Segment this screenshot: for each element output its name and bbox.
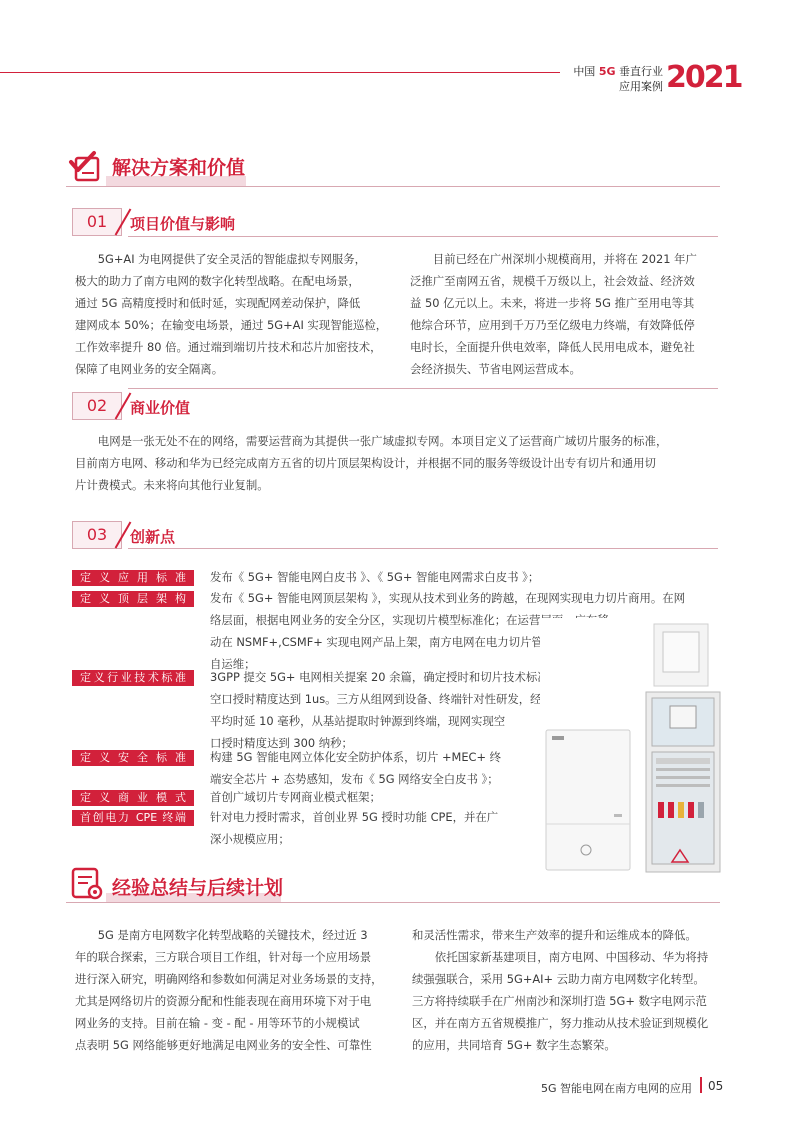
text-line: 依托国家新基建项目，南方电网、中国移动、华为将持 xyxy=(434,950,709,964)
text-line: 三方将持续联手在广州南沙和深圳打造 5G+ 数字电网示范 xyxy=(412,994,707,1008)
innovation-tag: 定义安全标准 xyxy=(72,750,194,766)
text-line: 续强强联合，采用 5G+AI+ 云助力南方电网数字化转型。 xyxy=(412,972,705,986)
innovation-tag: 定义商业模式 xyxy=(72,790,194,806)
text-line: 点表明 5G 网络能够更好地满足电网业务的安全性、可靠性 xyxy=(75,1038,372,1052)
text-line: 建网成本 50%；在输变电场景，通过 5G+AI 实现智能巡检， xyxy=(75,318,388,332)
subsection-number: 03 xyxy=(72,521,122,549)
header-5g: 5G xyxy=(598,65,616,78)
innovation-tag: 定义顶层架构 xyxy=(72,591,194,607)
subsection-rule xyxy=(128,388,718,389)
header-year-logo xyxy=(666,60,742,95)
text-line: 会经济损失、节省电网运营成本。 xyxy=(410,362,581,376)
section-title: 解决方案和价值 xyxy=(112,157,246,179)
impact-right-column xyxy=(410,248,722,380)
text-line: 网业务的支持。目前在输 - 变 - 配 - 用等环节的小规模试 xyxy=(75,1016,360,1030)
text-line: 电时长，全面提升供电效率，降低人民用电成本，避免社 xyxy=(410,340,695,354)
text-line: 的应用，共同培育 5G+ 数字生态繁荣。 xyxy=(412,1038,616,1052)
header-prefix: 中国 xyxy=(573,65,596,78)
text-line: 平均时延 10 毫秒，从基站提取时钟源到终端，现网实现空 xyxy=(210,714,506,728)
power-equipment-photo xyxy=(540,618,724,876)
header-suffix: 垂直行业 xyxy=(619,65,663,78)
innovation-desc xyxy=(210,746,540,790)
text-line: 络层面，根据电网业务的安全分区，实现切片模型标准化；在运营层面，广东移 xyxy=(210,613,609,627)
subsection-number: 02 xyxy=(72,392,122,420)
text-line: 工作效率提升 80 倍。通过端到端切片技术和芯片加密技术， xyxy=(75,340,382,354)
text-line: 保障了电网业务的安全隔离。 xyxy=(75,362,224,376)
innovation-desc xyxy=(210,566,720,588)
header-rule xyxy=(0,72,560,73)
summary-right-column xyxy=(412,924,724,1056)
text-line: 目前已经在广州深圳小规模商用，并将在 2021 年广 xyxy=(432,252,697,266)
innovation-tag: 定义行业技术标准 xyxy=(72,670,194,686)
subsection-number: 01 xyxy=(72,208,122,236)
section-title: 经验总结与后续计划 xyxy=(112,877,284,899)
text-line: 他综合环节，应用到千万乃至亿级电力终端，有效降低停 xyxy=(410,318,695,332)
text-line: 和灵活性需求，带来生产效率的提升和运维成本的降低。 xyxy=(412,928,697,942)
page-number: 05 xyxy=(708,1079,724,1093)
text-line: 尤其是网络切片的资源分配和性能表现在商用环境下对于电 xyxy=(75,994,372,1008)
footer-divider xyxy=(700,1077,702,1093)
impact-left-column xyxy=(75,248,391,380)
header-publication-title xyxy=(565,64,663,94)
text-line: 发布《 5G+ 智能电网顶层架构 》，实现从技术到业务的跨越，在现网实现电力切片商用。在网 xyxy=(210,591,686,605)
text-line: 针对电力授时需求，首创业界 5G 授时功能 CPE，并在广 xyxy=(210,810,499,824)
text-line: 益 50 亿元以上。未来，将进一步将 5G 推广至用电等其 xyxy=(410,296,695,310)
subsection-title: 创新点 xyxy=(130,528,176,546)
innovation-tag: 定义应用标准 xyxy=(72,570,194,586)
business-value-text xyxy=(75,430,721,496)
document-gear-icon xyxy=(68,866,104,900)
text-line: 空口授时精度达到 1us。三方从组网到设备、终端针对性研发，经过外场实测， xyxy=(210,692,610,706)
text-line: 进行深入研究，明确网络和参数如何满足对业务场景的支持， xyxy=(75,972,383,986)
footer-title: 5G 智能电网在南方电网的应用 xyxy=(540,1082,692,1095)
section-rule xyxy=(66,902,720,903)
text-line: 通过 5G 高精度授时和低时延，实现配网差动保护，降低 xyxy=(75,296,361,310)
text-line: 极大的助力了南方电网的数字化转型战略。在配电场景， xyxy=(75,274,360,288)
subsection-title: 项目价值与影响 xyxy=(130,215,236,233)
innovation-tag: 首创电力 CPE 终端 xyxy=(72,810,194,826)
text-line: 电网是一张无处不在的网络，需要运营商为其提供一张广域虚拟专网。本项目定义了运营商广域切片服务的标准， xyxy=(97,434,668,448)
text-line: 年的联合探索，三方联合项目工作组，针对每一个应用场景 xyxy=(75,950,372,964)
text-line: 动在 NSMF+,CSMF+ 实现电网产品上架，南方电网在电力切片管理平台实现 xyxy=(210,635,600,649)
subsection-rule xyxy=(128,548,718,549)
summary-left-column xyxy=(75,924,385,1056)
innovation-desc xyxy=(210,806,540,850)
text-line: 3GPP 提交 5G+ 电网相关提案 20 余篇，确定授时和切片技术标准；电网要求 xyxy=(210,670,606,684)
text-line: 自运维； xyxy=(210,657,256,671)
year-part-a: 20 xyxy=(666,60,704,95)
header-line2: 应用案例 xyxy=(619,80,663,93)
text-line: 深小规模应用； xyxy=(210,832,290,846)
text-line: 发布《 5G+ 智能电网白皮书 》、《 5G+ 智能电网需求白皮书 》； xyxy=(210,570,540,584)
text-line: 5G+AI 为电网提供了安全灵活的智能虚拟专网服务， xyxy=(97,252,367,266)
innovation-desc xyxy=(210,786,540,808)
text-line: 口授时精度达到 300 纳秒； xyxy=(210,736,353,750)
text-line: 5G 是南方电网数字化转型战略的关键技术，经过近 3 xyxy=(97,928,368,942)
text-line: 泛推广至南网五省，规模千万级以上，社会效益、经济效 xyxy=(410,274,695,288)
subsection-title: 商业价值 xyxy=(130,399,191,417)
year-part-b: 21 xyxy=(703,60,742,95)
section-rule xyxy=(66,186,720,187)
checklist-check-icon xyxy=(68,150,104,184)
text-line: 构建 5G 智能电网立体化安全防护体系，切片 +MEC+ 终 xyxy=(210,750,502,764)
text-line: 目前南方电网、移动和华为已经完成南方五省的切片顶层架构设计，并根据不同的服务等级设计出专有切片和通用切 xyxy=(75,456,656,470)
text-line: 区，并在南方五省规模推广，努力推动从技术验证到规模化 xyxy=(412,1016,709,1030)
subsection-rule xyxy=(128,236,718,237)
text-line: 首创广域切片专网商业模式框架； xyxy=(210,790,381,804)
text-line: 片计费模式。未来将向其他行业复制。 xyxy=(75,478,269,492)
text-line: 端安全芯片 + 态势感知，发布《 5G 网络安全白皮书 》； xyxy=(210,772,499,786)
